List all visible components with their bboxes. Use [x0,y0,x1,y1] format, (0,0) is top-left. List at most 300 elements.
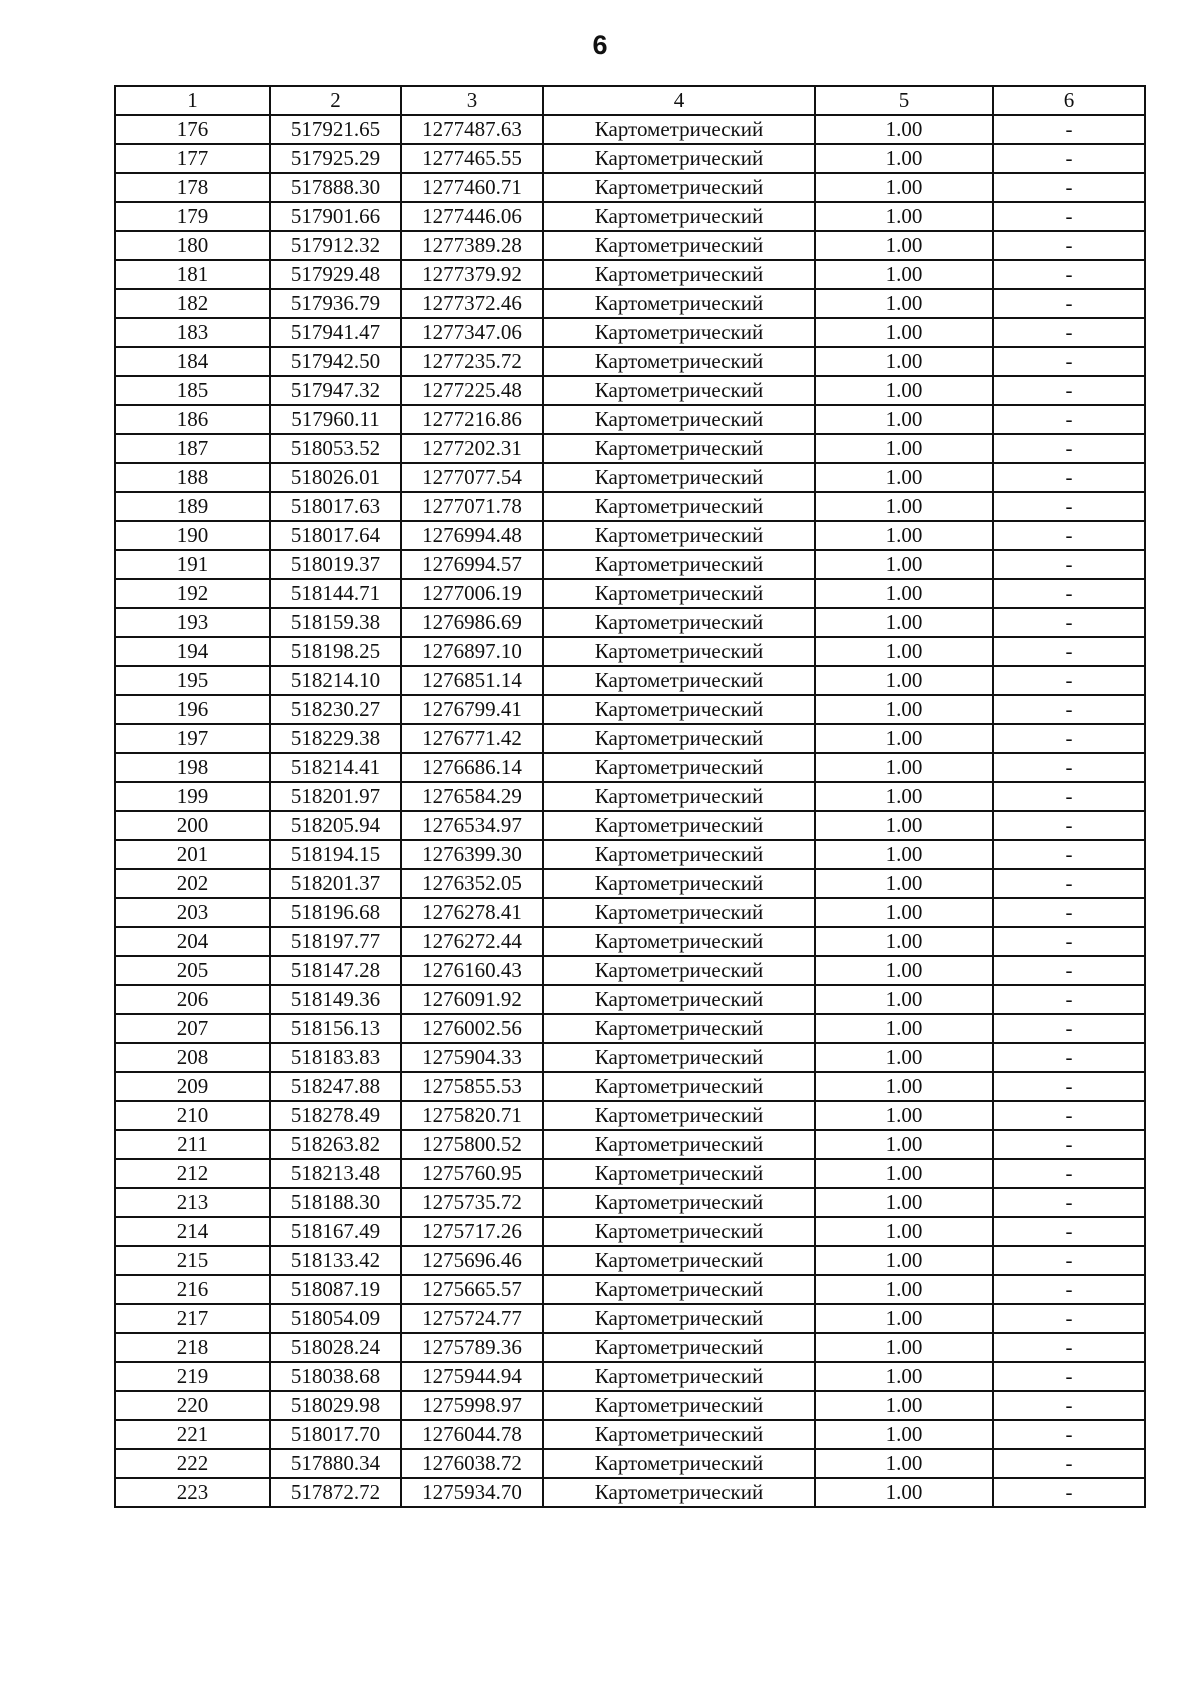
table-row [115,202,1145,231]
x-coordinate-cell: 518188.30 [270,1188,401,1217]
accuracy-cell: 1.00 [815,608,993,637]
point-number-cell: 193 [115,608,270,637]
note-cell: - [993,1159,1145,1188]
note-cell: - [993,637,1145,666]
note-cell: - [993,1333,1145,1362]
method-cell: Картометрический [543,608,815,637]
method-cell: Картометрический [543,144,815,173]
accuracy-cell: 1.00 [815,318,993,347]
method-cell: Картометрический [543,724,815,753]
y-coordinate-cell: 1276352.05 [401,869,543,898]
table-row [115,1217,1145,1246]
note-cell: - [993,666,1145,695]
note-cell: - [993,1043,1145,1072]
y-coordinate-cell: 1275904.33 [401,1043,543,1072]
y-coordinate-cell: 1275820.71 [401,1101,543,1130]
point-number-cell: 194 [115,637,270,666]
y-coordinate-cell: 1277372.46 [401,289,543,318]
point-number-cell: 199 [115,782,270,811]
method-cell: Картометрический [543,173,815,202]
method-cell: Картометрический [543,1362,815,1391]
table-row [115,405,1145,434]
y-coordinate-cell: 1277077.54 [401,463,543,492]
point-number-cell: 197 [115,724,270,753]
y-coordinate-cell: 1276994.48 [401,521,543,550]
method-cell: Картометрический [543,347,815,376]
table-row [115,811,1145,840]
x-coordinate-cell: 518278.49 [270,1101,401,1130]
point-number-cell: 208 [115,1043,270,1072]
point-number-cell: 186 [115,405,270,434]
note-cell: - [993,753,1145,782]
point-number-cell: 176 [115,115,270,144]
table-row [115,695,1145,724]
method-cell: Картометрический [543,1449,815,1478]
accuracy-cell: 1.00 [815,202,993,231]
point-number-cell: 180 [115,231,270,260]
point-number-cell: 184 [115,347,270,376]
note-cell: - [993,434,1145,463]
point-number-cell: 218 [115,1333,270,1362]
x-coordinate-cell: 517960.11 [270,405,401,434]
x-coordinate-cell: 518197.77 [270,927,401,956]
method-cell: Картометрический [543,869,815,898]
point-number-cell: 202 [115,869,270,898]
table-row [115,492,1145,521]
y-coordinate-cell: 1275717.26 [401,1217,543,1246]
y-coordinate-cell: 1276534.97 [401,811,543,840]
accuracy-cell: 1.00 [815,231,993,260]
method-cell: Картометрический [543,1217,815,1246]
method-cell: Картометрический [543,666,815,695]
table-row [115,666,1145,695]
table-row [115,956,1145,985]
note-cell: - [993,1391,1145,1420]
accuracy-cell: 1.00 [815,1159,993,1188]
accuracy-cell: 1.00 [815,782,993,811]
accuracy-cell: 1.00 [815,1449,993,1478]
point-number-cell: 196 [115,695,270,724]
method-cell: Картометрический [543,637,815,666]
y-coordinate-cell: 1277465.55 [401,144,543,173]
point-number-cell: 222 [115,1449,270,1478]
point-number-cell: 216 [115,1275,270,1304]
y-coordinate-cell: 1277216.86 [401,405,543,434]
point-number-cell: 183 [115,318,270,347]
point-number-cell: 212 [115,1159,270,1188]
table-row [115,637,1145,666]
note-cell: - [993,463,1145,492]
note-cell: - [993,1449,1145,1478]
note-cell: - [993,1420,1145,1449]
point-number-cell: 209 [115,1072,270,1101]
point-number-cell: 220 [115,1391,270,1420]
method-cell: Картометрический [543,695,815,724]
x-coordinate-cell: 518159.38 [270,608,401,637]
y-coordinate-cell: 1276278.41 [401,898,543,927]
x-coordinate-cell: 518213.48 [270,1159,401,1188]
point-number-cell: 192 [115,579,270,608]
table-row [115,1275,1145,1304]
table-row [115,1101,1145,1130]
method-cell: Картометрический [543,1014,815,1043]
x-coordinate-cell: 518201.37 [270,869,401,898]
x-coordinate-cell: 518229.38 [270,724,401,753]
y-coordinate-cell: 1276771.42 [401,724,543,753]
method-cell: Картометрический [543,492,815,521]
y-coordinate-cell: 1277202.31 [401,434,543,463]
x-coordinate-cell: 517880.34 [270,1449,401,1478]
table-row [115,753,1145,782]
note-cell: - [993,318,1145,347]
point-number-cell: 188 [115,463,270,492]
x-coordinate-cell: 518038.68 [270,1362,401,1391]
note-cell: - [993,1304,1145,1333]
table-row [115,1072,1145,1101]
x-coordinate-cell: 518017.63 [270,492,401,521]
accuracy-cell: 1.00 [815,1101,993,1130]
x-coordinate-cell: 518156.13 [270,1014,401,1043]
x-coordinate-cell: 518205.94 [270,811,401,840]
point-number-cell: 179 [115,202,270,231]
y-coordinate-cell: 1275789.36 [401,1333,543,1362]
note-cell: - [993,347,1145,376]
note-cell: - [993,695,1145,724]
x-coordinate-cell: 518029.98 [270,1391,401,1420]
y-coordinate-cell: 1276851.14 [401,666,543,695]
accuracy-cell: 1.00 [815,463,993,492]
accuracy-cell: 1.00 [815,1333,993,1362]
accuracy-cell: 1.00 [815,1304,993,1333]
accuracy-cell: 1.00 [815,811,993,840]
y-coordinate-cell: 1276799.41 [401,695,543,724]
y-coordinate-cell: 1277347.06 [401,318,543,347]
accuracy-cell: 1.00 [815,869,993,898]
method-cell: Картометрический [543,1478,815,1507]
note-cell: - [993,1101,1145,1130]
point-number-cell: 204 [115,927,270,956]
point-number-cell: 203 [115,898,270,927]
note-cell: - [993,1246,1145,1275]
method-cell: Картометрический [543,260,815,289]
method-cell: Картометрический [543,1159,815,1188]
method-cell: Картометрический [543,1188,815,1217]
header-cell-2: 2 [270,86,401,115]
x-coordinate-cell: 518149.36 [270,985,401,1014]
table-row [115,144,1145,173]
y-coordinate-cell: 1277460.71 [401,173,543,202]
accuracy-cell: 1.00 [815,1043,993,1072]
method-cell: Картометрический [543,811,815,840]
accuracy-cell: 1.00 [815,927,993,956]
page-number: 6 [592,30,608,60]
method-cell: Картометрический [543,985,815,1014]
y-coordinate-cell: 1276897.10 [401,637,543,666]
accuracy-cell: 1.00 [815,1217,993,1246]
y-coordinate-cell: 1277389.28 [401,231,543,260]
x-coordinate-cell: 518028.24 [270,1333,401,1362]
note-cell: - [993,579,1145,608]
method-cell: Картометрический [543,405,815,434]
note-cell: - [993,811,1145,840]
y-coordinate-cell: 1275800.52 [401,1130,543,1159]
method-cell: Картометрический [543,115,815,144]
y-coordinate-cell: 1276399.30 [401,840,543,869]
y-coordinate-cell: 1276091.92 [401,985,543,1014]
table-row [115,115,1145,144]
note-cell: - [993,1478,1145,1507]
table-row [115,463,1145,492]
method-cell: Картометрический [543,840,815,869]
note-cell: - [993,985,1145,1014]
x-coordinate-cell: 518201.97 [270,782,401,811]
note-cell: - [993,376,1145,405]
header-cell-4: 4 [543,86,815,115]
table-row [115,1130,1145,1159]
accuracy-cell: 1.00 [815,1478,993,1507]
y-coordinate-cell: 1276044.78 [401,1420,543,1449]
table-header [115,86,1145,115]
point-number-cell: 195 [115,666,270,695]
point-number-cell: 191 [115,550,270,579]
note-cell: - [993,202,1145,231]
table-row [115,869,1145,898]
accuracy-cell: 1.00 [815,666,993,695]
note-cell: - [993,1217,1145,1246]
accuracy-cell: 1.00 [815,1130,993,1159]
method-cell: Картометрический [543,318,815,347]
method-cell: Картометрический [543,231,815,260]
accuracy-cell: 1.00 [815,1420,993,1449]
note-cell: - [993,1014,1145,1043]
x-coordinate-cell: 517901.66 [270,202,401,231]
method-cell: Картометрический [543,1333,815,1362]
note-cell: - [993,1130,1145,1159]
point-number-cell: 213 [115,1188,270,1217]
table-row [115,608,1145,637]
method-cell: Картометрический [543,1246,815,1275]
point-number-cell: 205 [115,956,270,985]
y-coordinate-cell: 1276272.44 [401,927,543,956]
method-cell: Картометрический [543,956,815,985]
accuracy-cell: 1.00 [815,1246,993,1275]
accuracy-cell: 1.00 [815,1275,993,1304]
table-row [115,289,1145,318]
method-cell: Картометрический [543,289,815,318]
y-coordinate-cell: 1277225.48 [401,376,543,405]
table-row [115,898,1145,927]
accuracy-cell: 1.00 [815,956,993,985]
point-number-cell: 221 [115,1420,270,1449]
point-number-cell: 201 [115,840,270,869]
x-coordinate-cell: 518026.01 [270,463,401,492]
accuracy-cell: 1.00 [815,898,993,927]
x-coordinate-cell: 517925.29 [270,144,401,173]
point-number-cell: 206 [115,985,270,1014]
header-cell-6: 6 [993,86,1145,115]
y-coordinate-cell: 1275855.53 [401,1072,543,1101]
x-coordinate-cell: 518167.49 [270,1217,401,1246]
x-coordinate-cell: 518214.41 [270,753,401,782]
x-coordinate-cell: 518087.19 [270,1275,401,1304]
method-cell: Картометрический [543,1391,815,1420]
note-cell: - [993,521,1145,550]
accuracy-cell: 1.00 [815,724,993,753]
note-cell: - [993,260,1145,289]
table-row [115,1043,1145,1072]
table-row [115,550,1145,579]
table-row [115,1362,1145,1391]
accuracy-cell: 1.00 [815,289,993,318]
note-cell: - [993,1362,1145,1391]
table-row [115,173,1145,202]
method-cell: Картометрический [543,1043,815,1072]
note-cell: - [993,492,1145,521]
accuracy-cell: 1.00 [815,115,993,144]
point-number-cell: 198 [115,753,270,782]
point-number-cell: 190 [115,521,270,550]
note-cell: - [993,550,1145,579]
accuracy-cell: 1.00 [815,985,993,1014]
x-coordinate-cell: 517888.30 [270,173,401,202]
accuracy-cell: 1.00 [815,405,993,434]
x-coordinate-cell: 518230.27 [270,695,401,724]
note-cell: - [993,869,1145,898]
accuracy-cell: 1.00 [815,695,993,724]
method-cell: Картометрический [543,463,815,492]
point-number-cell: 189 [115,492,270,521]
method-cell: Картометрический [543,434,815,463]
note-cell: - [993,898,1145,927]
table-row [115,579,1145,608]
y-coordinate-cell: 1275724.77 [401,1304,543,1333]
table-row [115,782,1145,811]
accuracy-cell: 1.00 [815,1362,993,1391]
accuracy-cell: 1.00 [815,753,993,782]
header-cell-1: 1 [115,86,270,115]
x-coordinate-cell: 517929.48 [270,260,401,289]
x-coordinate-cell: 518196.68 [270,898,401,927]
header-cell-5: 5 [815,86,993,115]
accuracy-cell: 1.00 [815,1391,993,1420]
table-row [115,927,1145,956]
note-cell: - [993,840,1145,869]
note-cell: - [993,1072,1145,1101]
y-coordinate-cell: 1277071.78 [401,492,543,521]
accuracy-cell: 1.00 [815,840,993,869]
y-coordinate-cell: 1275665.57 [401,1275,543,1304]
y-coordinate-cell: 1276686.14 [401,753,543,782]
x-coordinate-cell: 518054.09 [270,1304,401,1333]
point-number-cell: 211 [115,1130,270,1159]
x-coordinate-cell: 518017.70 [270,1420,401,1449]
header-cell-3: 3 [401,86,543,115]
x-coordinate-cell: 518053.52 [270,434,401,463]
table-body [115,115,1145,1507]
accuracy-cell: 1.00 [815,1014,993,1043]
accuracy-cell: 1.00 [815,347,993,376]
method-cell: Картометрический [543,202,815,231]
note-cell: - [993,1188,1145,1217]
accuracy-cell: 1.00 [815,579,993,608]
point-number-cell: 215 [115,1246,270,1275]
table-row [115,347,1145,376]
accuracy-cell: 1.00 [815,376,993,405]
point-number-cell: 217 [115,1304,270,1333]
method-cell: Картометрический [543,1101,815,1130]
table-row [115,724,1145,753]
x-coordinate-cell: 518194.15 [270,840,401,869]
x-coordinate-cell: 518214.10 [270,666,401,695]
accuracy-cell: 1.00 [815,173,993,202]
note-cell: - [993,724,1145,753]
y-coordinate-cell: 1276584.29 [401,782,543,811]
x-coordinate-cell: 518183.83 [270,1043,401,1072]
method-cell: Картометрический [543,753,815,782]
table-row [115,231,1145,260]
table-row [115,260,1145,289]
accuracy-cell: 1.00 [815,144,993,173]
y-coordinate-cell: 1277235.72 [401,347,543,376]
method-cell: Картометрический [543,1420,815,1449]
table-row [115,1449,1145,1478]
y-coordinate-cell: 1276160.43 [401,956,543,985]
y-coordinate-cell: 1275760.95 [401,1159,543,1188]
note-cell: - [993,927,1145,956]
x-coordinate-cell: 518263.82 [270,1130,401,1159]
point-number-cell: 181 [115,260,270,289]
y-coordinate-cell: 1275944.94 [401,1362,543,1391]
table-row [115,1188,1145,1217]
table-row [115,840,1145,869]
x-coordinate-cell: 517947.32 [270,376,401,405]
table-row [115,376,1145,405]
note-cell: - [993,289,1145,318]
x-coordinate-cell: 517936.79 [270,289,401,318]
method-cell: Картометрический [543,1304,815,1333]
x-coordinate-cell: 518133.42 [270,1246,401,1275]
y-coordinate-cell: 1276994.57 [401,550,543,579]
x-coordinate-cell: 517912.32 [270,231,401,260]
table-row [115,521,1145,550]
method-cell: Картометрический [543,1072,815,1101]
x-coordinate-cell: 518198.25 [270,637,401,666]
point-number-cell: 187 [115,434,270,463]
accuracy-cell: 1.00 [815,521,993,550]
header-row [115,86,1145,115]
x-coordinate-cell: 518247.88 [270,1072,401,1101]
note-cell: - [993,173,1145,202]
x-coordinate-cell: 518144.71 [270,579,401,608]
method-cell: Картометрический [543,1130,815,1159]
table-row [115,434,1145,463]
note-cell: - [993,608,1145,637]
note-cell: - [993,405,1145,434]
note-cell: - [993,115,1145,144]
note-cell: - [993,231,1145,260]
note-cell: - [993,144,1145,173]
method-cell: Картометрический [543,898,815,927]
point-number-cell: 178 [115,173,270,202]
point-number-cell: 210 [115,1101,270,1130]
point-number-cell: 223 [115,1478,270,1507]
accuracy-cell: 1.00 [815,260,993,289]
y-coordinate-cell: 1276002.56 [401,1014,543,1043]
accuracy-cell: 1.00 [815,1072,993,1101]
table-row [115,1478,1145,1507]
table-row [115,1333,1145,1362]
accuracy-cell: 1.00 [815,434,993,463]
